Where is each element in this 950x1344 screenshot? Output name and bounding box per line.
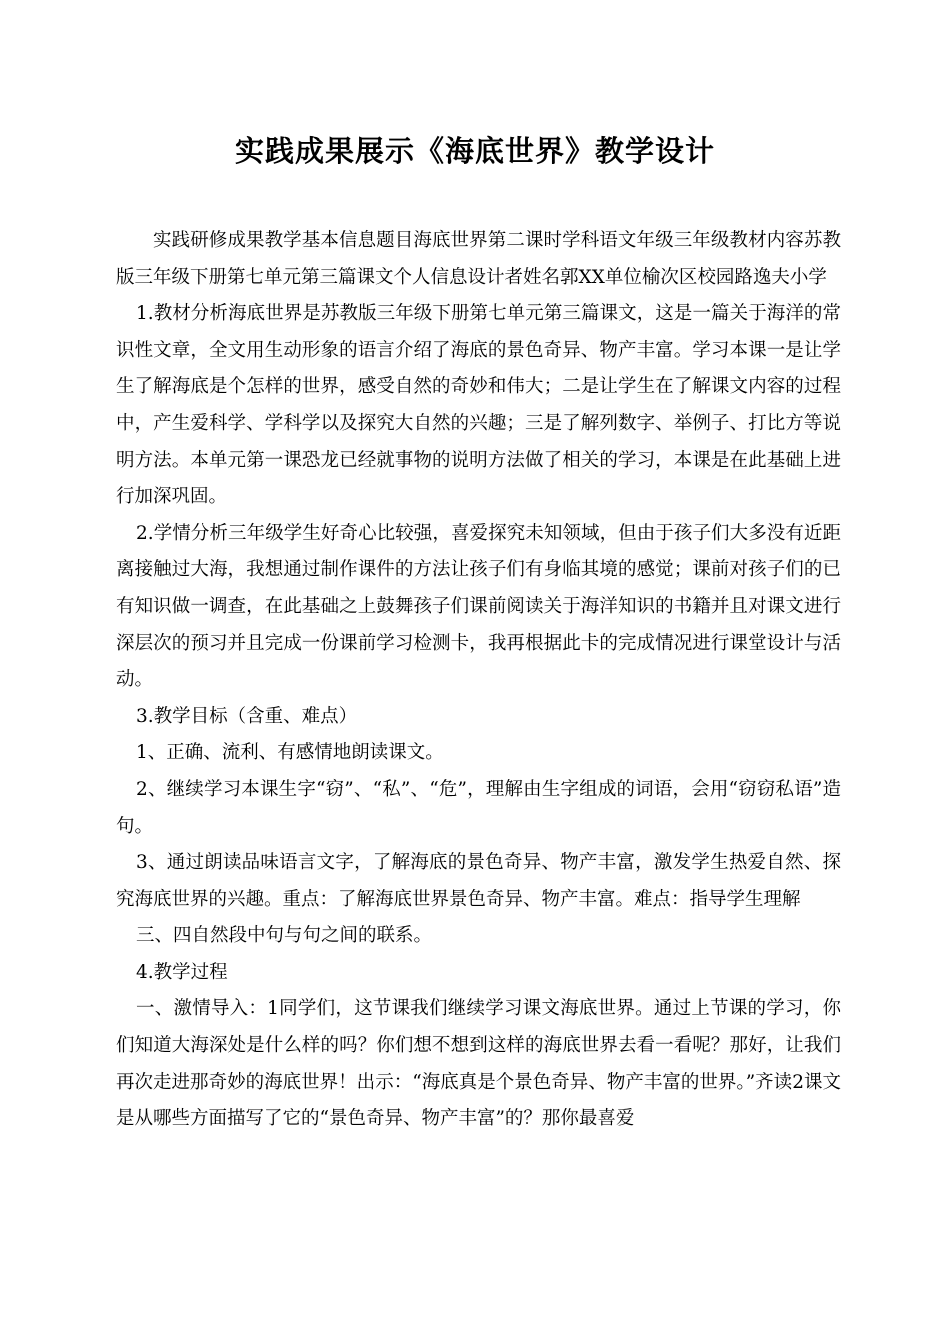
document-body (116, 223, 841, 1138)
paragraph-teaching-goals-heading: 3.教学目标（含重、难点） (136, 705, 358, 727)
paragraph-student-analysis: 2.学情分析三年级学生好奇心比较强，喜爱探究未知领域，但由于孩子们大多没有近距离接触过大海，我想通过制作课件的方法让孩子们有身临其境的感觉；课前对孩子们的已有知识做一调查，在此基础之上鼓舞孩子们课前阅读关于海洋知识的书籍并且对课文进行深层次的预习并且完成一份课前学习检测卡，我再根据此卡的完成情况进行课堂设计与活动。 (116, 522, 841, 691)
paragraph-goal-2: 2、继续学习本课生字“窃”、“私”、“危”，理解由生字组成的词语，会用“窃窃私语”造句。 (116, 778, 841, 837)
paragraph-teaching-process-heading: 4.教学过程 (136, 961, 228, 983)
paragraph-goal-3-continued: 三、四自然段中句与句之间的联系。 (136, 925, 433, 947)
paragraph-goal-1: 1、正确、流利、有感情地朗读课文。 (136, 742, 444, 764)
paragraph-textbook-analysis: 1.教材分析海底世界是苏教版三年级下册第七单元第三篇课文，这是一篇关于海洋的常识性文章，全文用生动形象的语言介绍了海底的景色奇异、物产丰富。学习本课一是让学生了解海底是个怎样的世界，感受自然的奇妙和伟大；二是让学生在了解课文内容的过程中，产生爱科学、学科学以及探究大自然的兴趣；三是了解列数字、举例子、打比方等说明方法。本单元第一课恐龙已经就事物的说明方法做了相关的学习，本课是在此基础上进行加深巩固。 (116, 303, 841, 508)
paragraph-introduction: 一、激情导入：1同学们，这节课我们继续学习课文海底世界。通过上节课的学习，你们知道大海深处是什么样的吗？你们想不想到这样的海底世界去看一看呢？那好，让我们再次走进那奇妙的海底世界！出示：“海底真是个景色奇异、物产丰富的世界。”齐读2课文是从哪些方面描写了它的“景色奇异、物产丰富”的？那你最喜爱 (116, 998, 841, 1130)
paragraph-goal-3: 3、通过朗读品味语言文字，了解海底的景色奇异、物产丰富，激发学生热爱自然、探究海底世界的兴趣。重点：了解海底世界景色奇异、物产丰富。难点：指导学生理解 (116, 852, 841, 910)
paragraph-basic-info: 实践研修成果教学基本信息题目海底世界第二课时学科语文年级三年级教材内容苏教版三年级下册第七单元第三篇课文个人信息设计者姓名郭XX单位榆次区校园路逸夫小学 (116, 230, 841, 288)
document-title: 实践成果展示《海底世界》教学设计 (234, 134, 715, 168)
